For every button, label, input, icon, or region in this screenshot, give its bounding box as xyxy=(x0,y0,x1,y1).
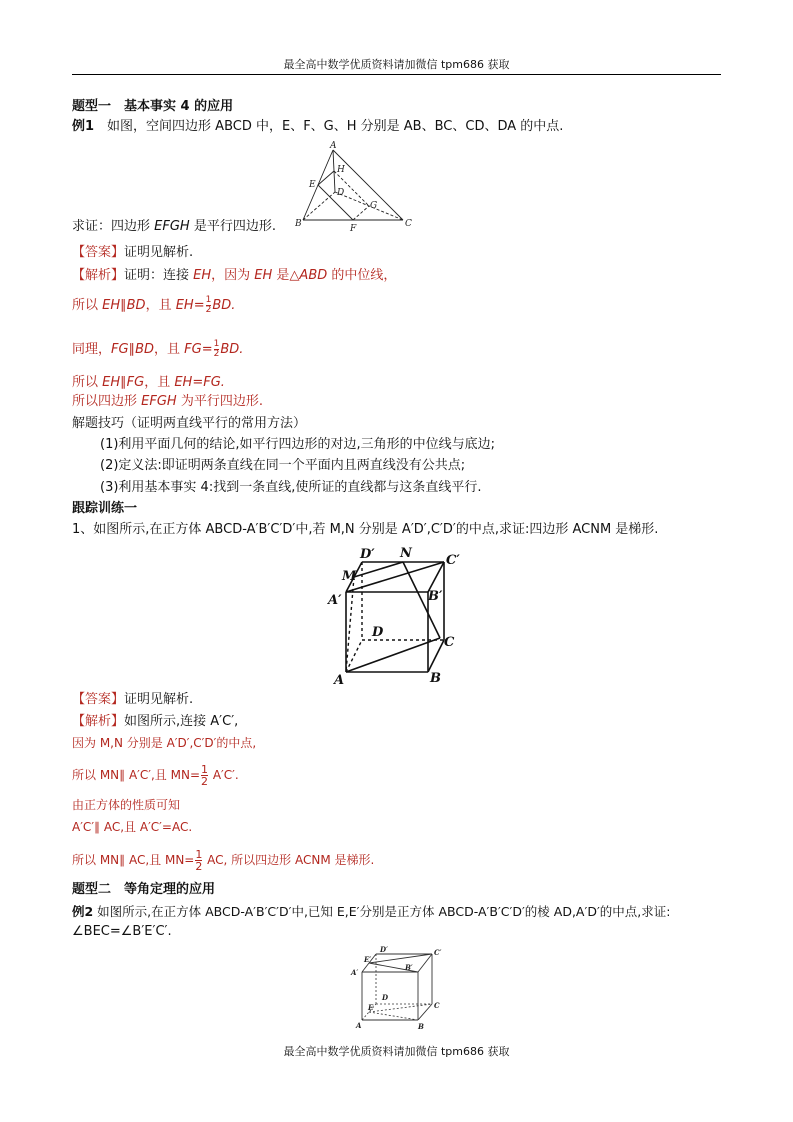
frac-num: 1 xyxy=(213,339,220,349)
s6b: AC, 所以四边形 ACNM 是梯形. xyxy=(203,853,375,867)
label-B1: B′ xyxy=(405,963,413,972)
label-D: D xyxy=(372,625,384,640)
frac-den: 2 xyxy=(213,349,220,359)
answer-tag: 【答案】 xyxy=(72,245,125,260)
label-E: E xyxy=(368,1003,374,1012)
l4a: 所以 xyxy=(72,375,103,390)
example2-text: 如图所示,在正方体 ABCD-A′B′C′D′中,已知 E,E′分别是正方体 ABCD-A′B′C′D′的棱 AD,A′D′的中点,求证: xyxy=(93,904,671,919)
label-D: D xyxy=(337,188,345,198)
page-footer: 最全高中数学优质资料请加微信 tpm686 获取 xyxy=(283,1045,510,1058)
analysis1-step3 xyxy=(72,340,243,359)
figure-spatial-quadrilateral xyxy=(295,140,417,232)
frac-half xyxy=(206,296,212,315)
l1e: 是 xyxy=(272,268,290,283)
answer-text: 证明见解析. xyxy=(124,692,194,707)
analysis2-s4: 由正方体的性质可知 xyxy=(72,798,181,812)
l1a: 证明：连接 xyxy=(124,268,194,283)
label-B1: B′ xyxy=(428,589,443,604)
l5a: 所以四边形 xyxy=(72,394,142,409)
tip-1: (1)利用平面几何的结论,如平行四边形的对边,三角形的中位线与底边; xyxy=(100,437,496,452)
example1-line xyxy=(72,119,563,135)
label-H: H xyxy=(337,165,345,175)
label-C1: C′ xyxy=(446,553,460,568)
l4b: EH∥FG xyxy=(102,375,145,390)
label-B: B xyxy=(430,671,441,684)
practice-title: 跟踪训练一 xyxy=(72,501,138,516)
label-D: D xyxy=(382,993,389,1002)
example2-line xyxy=(72,904,670,920)
prove-var: EFGH xyxy=(154,219,190,234)
analysis2-s1: 如图所示,连接 A′C′, xyxy=(124,714,239,729)
l2e: BD. xyxy=(212,298,236,313)
example1-text: 如图，空间四边形 ABCD 中，E、F、G、H 分别是 AB、BC、CD、DA 的中点. xyxy=(94,119,564,134)
figure-cube-equal-angles xyxy=(348,942,446,1032)
label-C: C xyxy=(434,1001,440,1010)
frac-num: 1 xyxy=(205,295,212,305)
l2b: EH∥BD xyxy=(102,298,146,313)
l4c: ，且 xyxy=(144,375,175,390)
practice-question: 1、如图所示,在正方体 ABCD-A′B′C′D′中,若 M,N 分别是 A′D′,C′D′的中点,求证:四边形 ACNM 是梯形. xyxy=(72,522,659,537)
tip-title: 解题技巧（证明两直线平行的常用方法） xyxy=(72,416,307,431)
l2d: EH= xyxy=(175,298,205,313)
analysis2-s2: 因为 M,N 分别是 A′D′,C′D′的中点, xyxy=(72,736,257,750)
label-C: C xyxy=(444,635,455,650)
label-A: A xyxy=(334,673,345,684)
l1g: 的中位线， xyxy=(327,268,397,283)
frac-num: 1 xyxy=(201,763,209,776)
label-E1: E′ xyxy=(364,955,372,964)
prove-pre: 求证：四边形 xyxy=(72,219,155,234)
label-G: G xyxy=(370,201,378,211)
analysis1-step4 xyxy=(72,375,225,391)
label-D1: D′ xyxy=(360,547,375,562)
frac-den: 2 xyxy=(205,305,212,315)
analysis1-line xyxy=(72,268,396,284)
l3a: 同理， xyxy=(72,342,112,357)
figure-cube-acnm xyxy=(322,542,468,684)
analysis-tag: 【解析】 xyxy=(72,714,125,729)
s6a: 所以 MN∥ AC,且 MN= xyxy=(72,853,195,867)
label-D1: D′ xyxy=(380,945,388,954)
l3c: ，且 xyxy=(154,342,185,357)
label-A: A xyxy=(356,1021,362,1030)
example1-label: 例1 xyxy=(72,119,95,134)
l2c: ，且 xyxy=(145,298,176,313)
s3a: 所以 MN∥ A′C′,且 MN= xyxy=(72,768,201,782)
label-N: N xyxy=(400,546,412,561)
frac-den: 2 xyxy=(201,775,209,788)
label-B: B xyxy=(418,1022,424,1031)
l3e: BD. xyxy=(220,342,244,357)
analysis2-s3 xyxy=(72,764,239,787)
l2a: 所以 xyxy=(72,298,103,313)
l3d: FG= xyxy=(184,342,213,357)
l3b: FG∥BD xyxy=(111,342,154,357)
l5b: EFGH xyxy=(141,394,177,409)
analysis1-step2 xyxy=(72,296,235,315)
label-A1: A′ xyxy=(328,593,342,608)
label-E: E xyxy=(309,180,316,190)
analysis2-line xyxy=(72,714,238,730)
frac-half xyxy=(201,764,208,787)
frac-half xyxy=(214,340,220,359)
frac-half xyxy=(195,849,202,872)
l1b: EH xyxy=(193,268,212,283)
label-F: F xyxy=(350,224,357,232)
l5c: 为平行四边形. xyxy=(176,394,263,409)
example2-line2: ∠BEC=∠B′E′C′. xyxy=(72,924,172,939)
label-B: B xyxy=(295,219,302,229)
l1d: EH xyxy=(254,268,273,283)
analysis1-step5 xyxy=(72,394,263,410)
label-C1: C′ xyxy=(434,948,442,957)
section2-title: 题型二 等角定理的应用 xyxy=(72,882,216,897)
label-C: C xyxy=(405,219,412,229)
example2-label: 例2 xyxy=(72,904,94,919)
l1c: ，因为 xyxy=(211,268,255,283)
label-A: A xyxy=(330,141,337,151)
analysis2-s5: A′C′∥ AC,且 A′C′=AC. xyxy=(72,820,193,834)
answer2-line xyxy=(72,692,193,708)
label-M: M xyxy=(342,569,357,584)
label-A1: A′ xyxy=(351,968,359,977)
answer1-line xyxy=(72,245,193,261)
frac-num: 1 xyxy=(195,848,203,861)
frac-den: 2 xyxy=(195,860,203,873)
section1-title: 题型一 基本事实 4 的应用 xyxy=(72,99,234,114)
prove-line xyxy=(72,219,276,235)
s3b: A′C′. xyxy=(209,768,239,782)
tip-2: (2)定义法:即证明两条直线在同一个平面内且两直线没有公共点; xyxy=(100,458,466,473)
answer-text: 证明见解析. xyxy=(124,245,194,260)
l4d: EH=FG. xyxy=(174,375,225,390)
tip-3: (3)利用基本事实 4:找到一条直线,使所证的直线都与这条直线平行. xyxy=(100,480,482,495)
prove-post: 是平行四边形. xyxy=(189,219,276,234)
analysis2-s6 xyxy=(72,849,374,872)
l1f: △ABD xyxy=(289,268,328,283)
page-header: 最全高中数学优质资料请加微信 tpm686 获取 xyxy=(72,58,721,75)
answer-tag: 【答案】 xyxy=(72,692,125,707)
analysis-tag: 【解析】 xyxy=(72,268,125,283)
